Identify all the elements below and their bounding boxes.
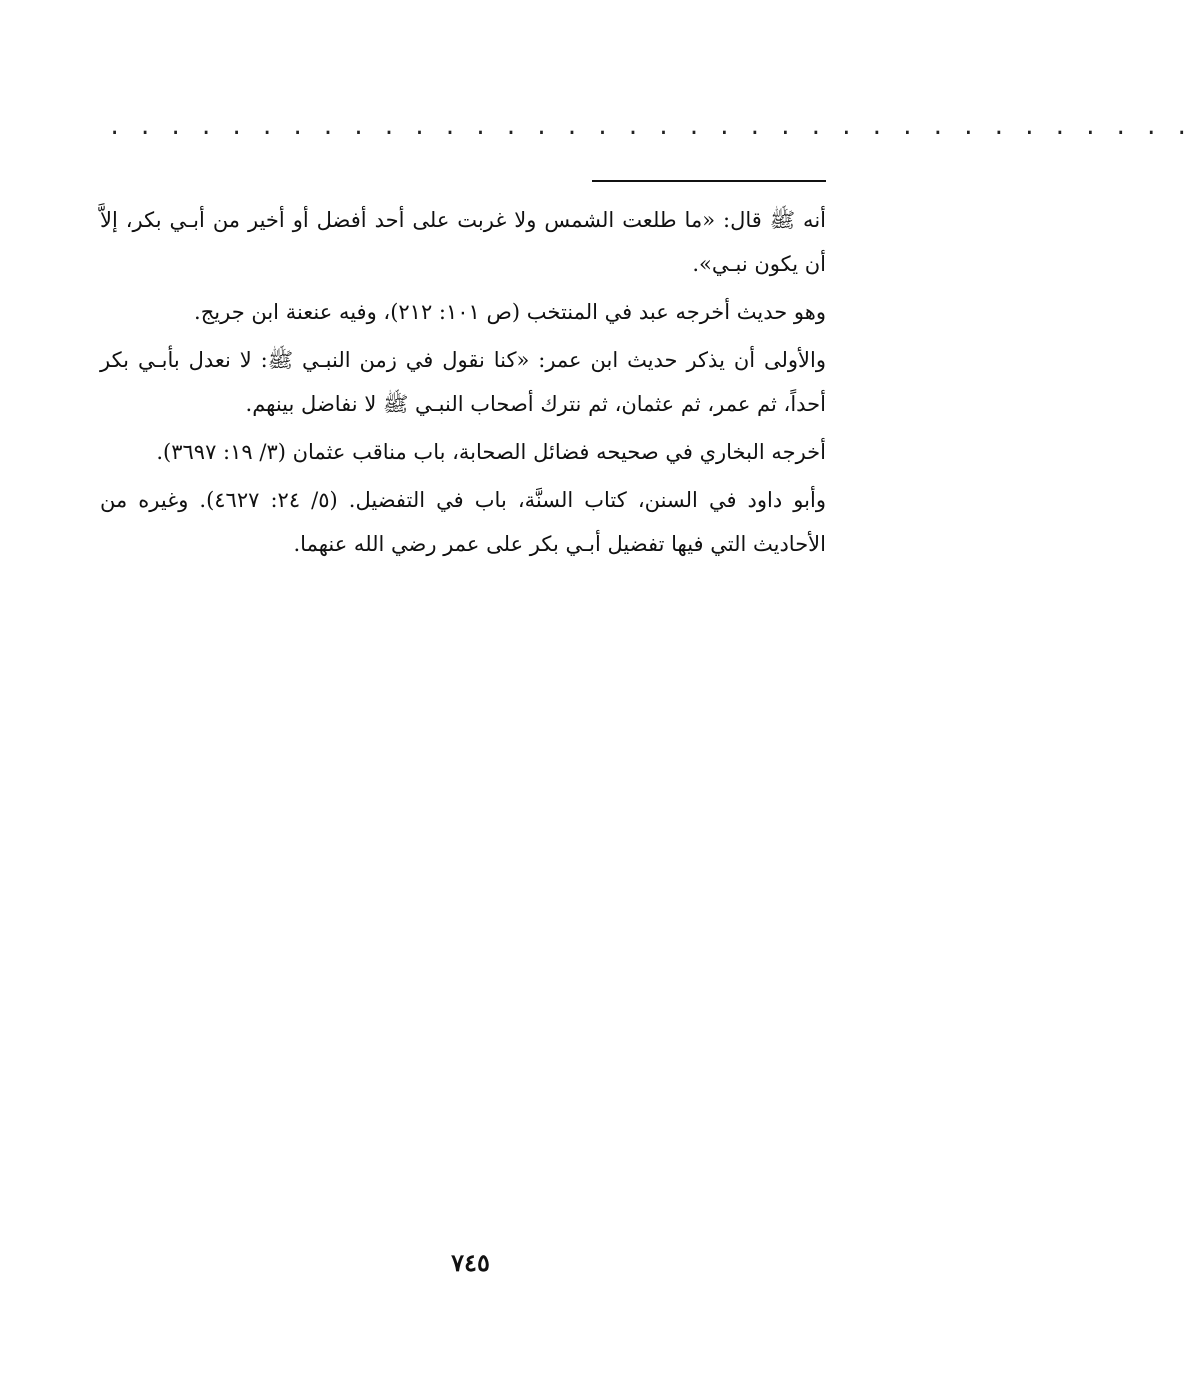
page-number: ٧٤٥ [451, 1248, 490, 1277]
footnote-paragraph: والأولى أن يذكر حديث ابن عمر: «كنا نقول في زمن النبـي ﷺ: لا نعدل بأبـي بكر أحداً، ثم عمر، ثم عثمان، ثم نترك أصحاب النبـي ﷺ لا نفاضل بينهم. [100, 348, 826, 416]
footnote-paragraph: أنه ﷺ قال: «ما طلعت الشمس ولا غربت على أحد أفضل أو أخير من أبـي بكر، إلاَّ أن يكون نبـي». [100, 208, 826, 276]
footnote-paragraph: وأبو داود في السنن، كتاب السنَّة، باب في التفضيل. (٥/ ٢٤: ٤٦٢٧). وغيره من الأحاديث التي فيها تفضيل أبـي بكر على عمر رضي الله عنهما. [100, 488, 826, 556]
footnotes-section [100, 198, 826, 570]
footnote-separator-line [592, 180, 826, 182]
footnote-paragraph: أخرجه البخاري في صحيحه فضائل الصحابة، باب مناقب عثمان (٣/ ١٩: ٣٦٩٧). [156, 440, 826, 464]
dotted-separator: . . . . . . . . . . . . . . . . . . . . . . . . . . . . . . . . . . . . [108, 115, 1190, 140]
footnote-paragraph: وهو حديث أخرجه عبد في المنتخب (ص ١٠١: ٢١٢)، وفيه عنعنة ابن جريج. [194, 300, 826, 324]
